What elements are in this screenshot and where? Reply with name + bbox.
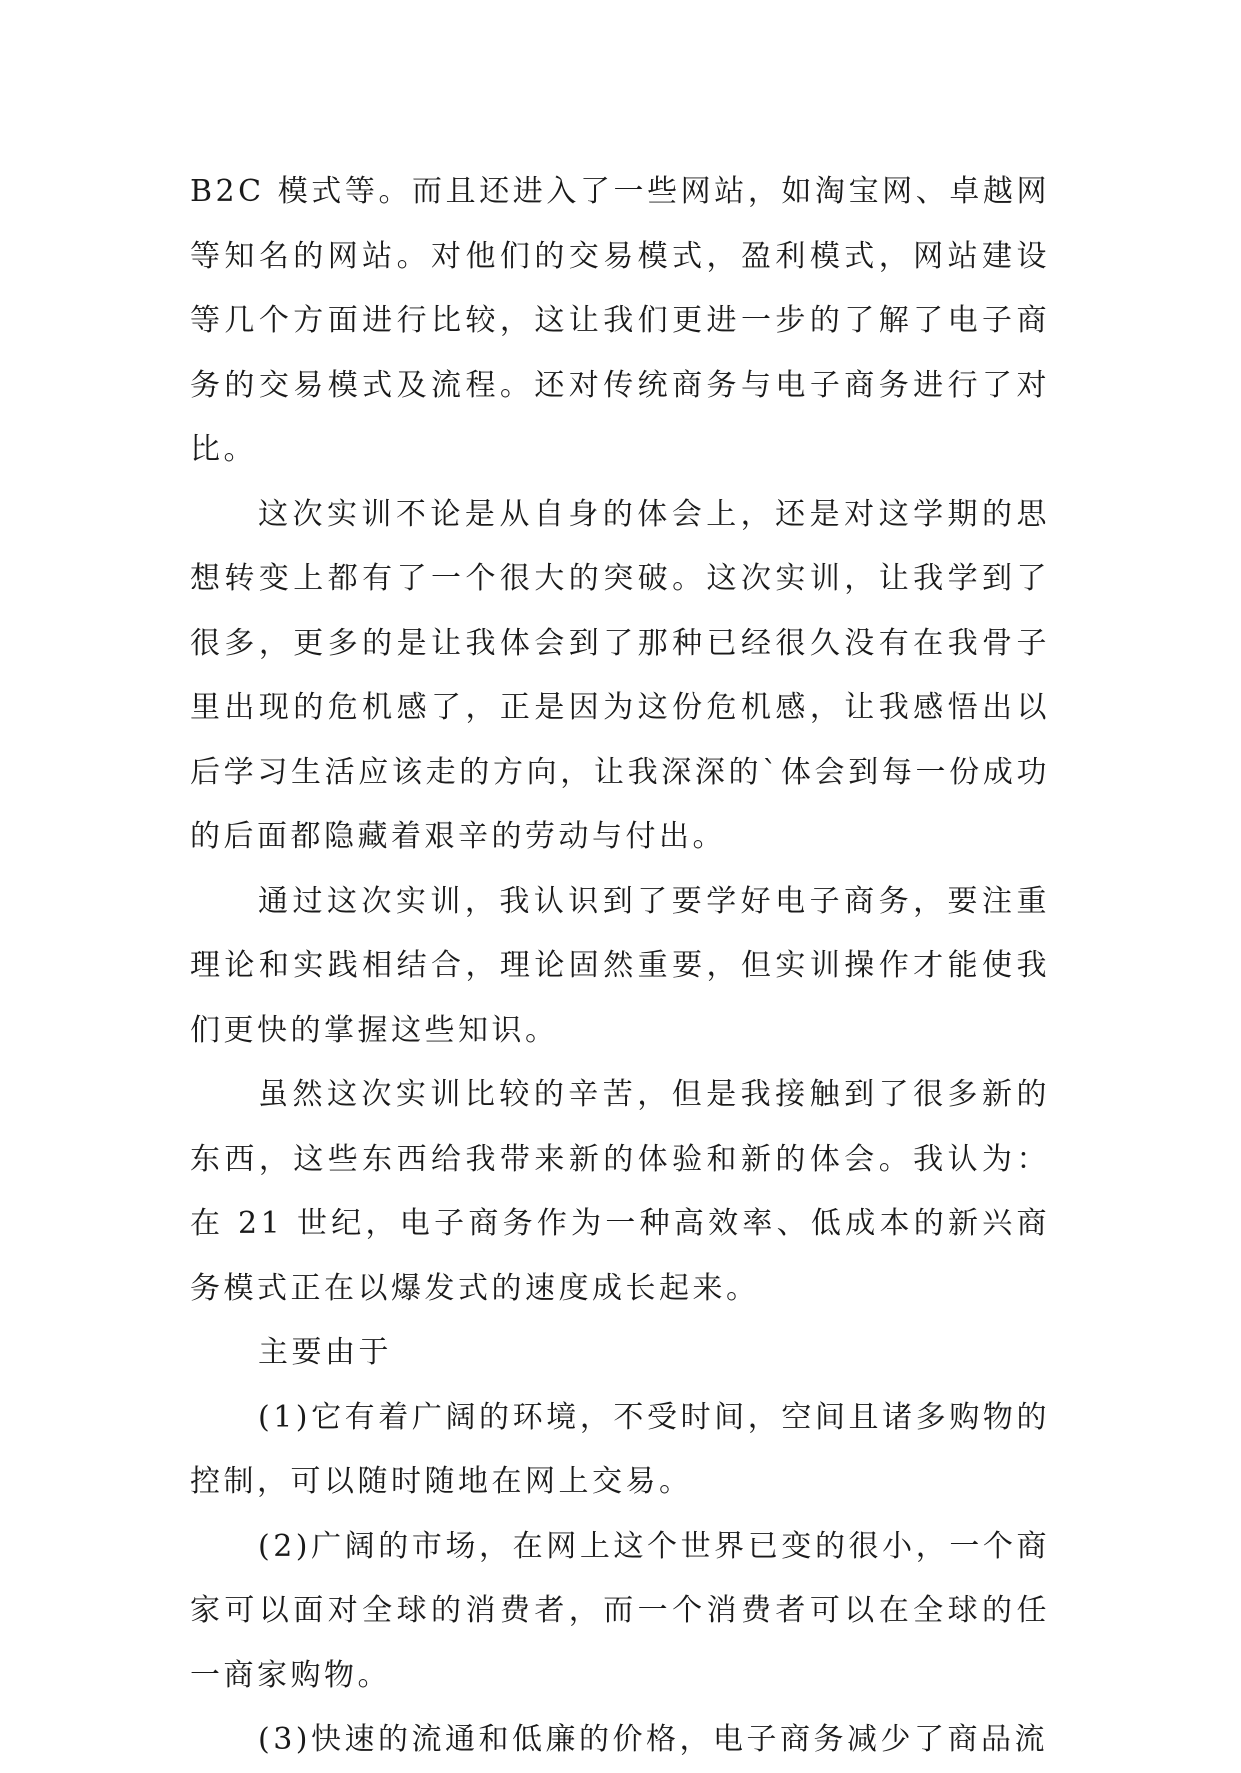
paragraph-reason-2: (2)广阔的市场，在网上这个世界已变的很小，一个商家可以面对全球的消费者，而一个消费者可以在全球的任一商家购物。 bbox=[190, 1528, 1050, 1693]
paragraph-main-reasons: 主要由于 bbox=[258, 1335, 392, 1370]
document-page bbox=[190, 160, 1050, 1773]
paragraph-theory-practice: 通过这次实训，我认识到了要学好电子商务，要注重理论和实践相结合，理论固然重要，但实训操作才能使我们更快的掌握这些知识。 bbox=[190, 883, 1050, 1048]
paragraph-b2c-intro: B2C 模式等。而且还进入了一些网站，如淘宝网、卓越网等知名的网站。对他们的交易模式，盈利模式，网站建设等几个方面进行比较，这让我们更进一步的了解了电子商务的交易模式及流程。还对传统商务与电子商务进行了对比。 bbox=[190, 174, 1050, 467]
paragraph-reason-3: (3)快速的流通和低廉的价格，电子商务减少了商品流 bbox=[258, 1722, 1048, 1757]
paragraph-reason-1: (1)它有着广阔的环境，不受时间，空间且诸多购物的控制，可以随时随地在网上交易。 bbox=[190, 1399, 1050, 1499]
paragraph-new-experience: 虽然这次实训比较的辛苦，但是我接触到了很多新的东西，这些东西给我带来新的体验和新的体会。我认为：在 21 世纪，电子商务作为一种高效率、低成本的新兴商务模式正在以爆发式的速度成长起来。 bbox=[190, 1077, 1050, 1306]
paragraph-training-reflection: 这次实训不论是从自身的体会上，还是对这学期的思想转变上都有了一个很大的突破。这次实训，让我学到了很多，更多的是让我体会到了那种已经很久没有在我骨子里出现的危机感了，正是因为这份危机感，让我感悟出以后学习生活应该走的方向，让我深深的`体会到每一份成功的后面都隐藏着艰辛的劳动与付出。 bbox=[190, 496, 1050, 854]
